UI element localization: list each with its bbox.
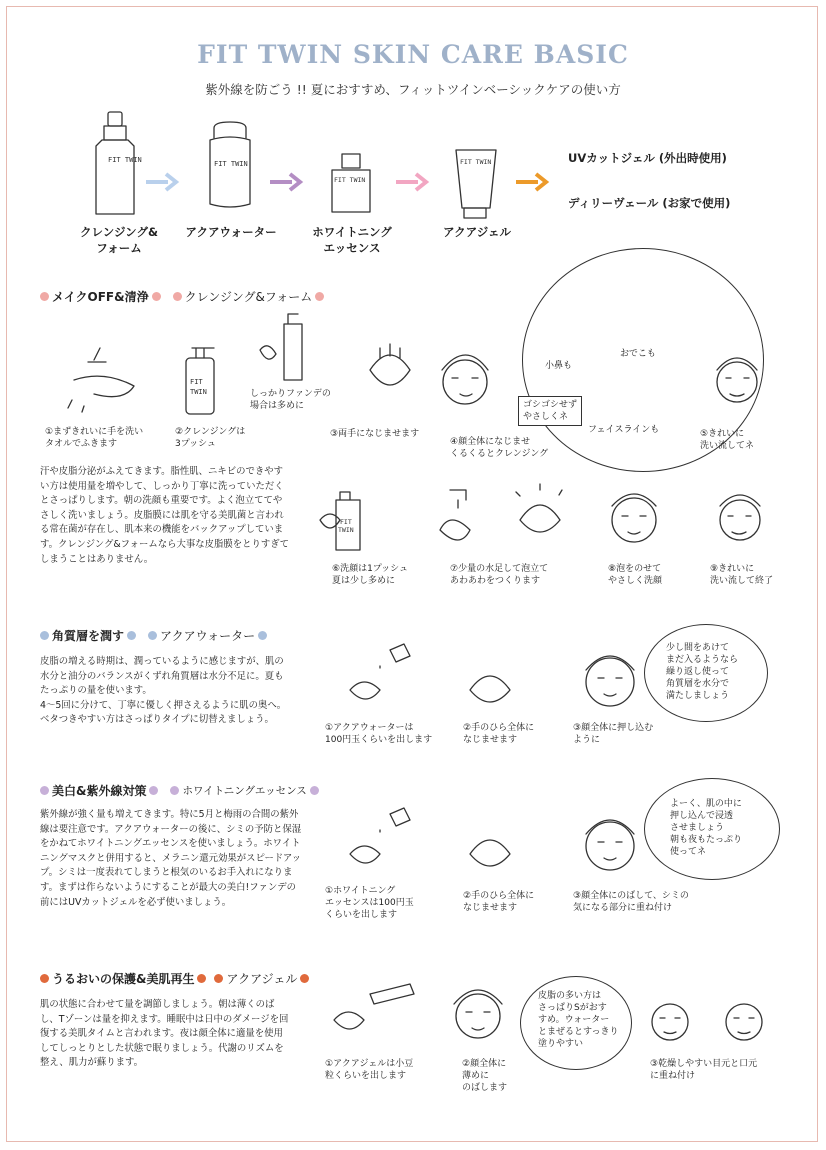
spread-face-icon xyxy=(454,990,502,1038)
whitening-body-text: 紫外線が強く量も増えてきます。特に5月と梅雨の合間の紫外線は要注意です。アクアウォーターの後に、シミの予防と保湿をかねてホワイトニングエッセンスを使いましょう。ホワイトニングマスクと併用すると、メラニン還元効果がスピードアップ。シミは一度表れてしまうと根気のいるお手入れになります。まずは作らないようにすることが最大の美白!ファンデの前にはUVカットジェルを必ず使いましょう。 xyxy=(40,809,302,908)
svg-text:FIT: FIT xyxy=(190,378,203,386)
orange-dot-icon xyxy=(300,974,309,983)
blue-dot-icon xyxy=(148,631,157,640)
section-header-aqua-water: 角質層を潤す アクアウォーター xyxy=(40,627,267,644)
blue-dot-icon xyxy=(40,631,49,640)
aqua-gel-step-2: ②顔全体に 薄めに のばします xyxy=(462,1059,508,1093)
cleansing-note-top: しっかりファンデの 場合は多めに xyxy=(250,389,331,411)
uv-cut-gel-label: UVカットジェル (外出時使用) xyxy=(568,151,727,165)
svg-text:TWIN: TWIN xyxy=(338,526,354,534)
aqua-water-bubble-text: 少し間をあけて まだ入るようなら 繰り返し使って 角質層を水分で 満たしましょう xyxy=(666,643,739,701)
cloud-kobana-text: 小鼻も xyxy=(545,361,573,371)
press-face-icon xyxy=(586,656,634,706)
orange-dot-icon xyxy=(40,974,49,983)
cloud-odeko-text: おでこも xyxy=(620,349,656,359)
aqua-gel-body-text: 肌の状態に合わせて量を調節しましょう。朝は薄くのばし、Tゾーンは量を抑えます。睡眠中は日中のダメージを回復する美肌タイムと言われます。夜は顔全体に適量を使用してしっとりとした状態で眠りましょう。代謝のリズムを整え、肌力が蘇ります。 xyxy=(40,999,289,1069)
product-label-whitening: ホワイトニング エッセンス xyxy=(312,225,392,255)
svg-text:FIT TWIN: FIT TWIN xyxy=(214,160,248,168)
cleansing-step-6: ⑥洗顔は1プッシュ 夏は少し多めに xyxy=(332,564,408,586)
whitening-step-3: ③顔全体にのばして、シミの 気になる部分に重ね付け xyxy=(573,891,689,913)
cleansing-bottle-text: FIT TWIN xyxy=(108,156,142,164)
cleansing-steps-illustration-row1 xyxy=(40,300,810,430)
face-rinse-icon xyxy=(717,358,757,402)
press-face-icon xyxy=(586,820,634,870)
product-label-cleansing: クレンジング& フォーム xyxy=(80,225,158,255)
hand-washing-icon xyxy=(68,348,134,412)
cleansing-step-4: ④顔全体になじませ くるくるとクレンジング xyxy=(450,437,549,459)
aqua-water-step-1: ①アクアウォーターは 100円玉くらいを出します xyxy=(325,723,433,745)
blue-dot-icon xyxy=(258,631,267,640)
section-title: メイクOFF&清浄 xyxy=(52,290,149,304)
page-title: FIT TWIN SKIN CARE BASIC xyxy=(197,40,629,69)
purple-dot-icon xyxy=(170,786,179,795)
whitening-step-2: ②手のひら全体に なじませます xyxy=(463,891,535,913)
foaming-hands-icon xyxy=(516,484,562,532)
svg-text:FIT TWIN: FIT TWIN xyxy=(460,158,492,166)
page-subtitle: 紫外線を防ごう !! 夏におすすめ、フィットツインベーシックケアの使い方 xyxy=(205,82,621,97)
svg-text:TWIN: TWIN xyxy=(190,388,207,396)
aqua-water-body-text: 皮脂の増える時期は、潤っているように感じますが、肌の水分と油分のバランスがくずれ角質層は水分不足に。夏もたっぷりの量を使います。 4〜5回に分けて、丁寧に優しく押さえるように肌の奥へ。ベタつきやすい方はさっぱりタイプに切替えましょう。 xyxy=(40,656,287,726)
cleansing-step-7: ⑦少量の水足して泡立て あわあわをつくります xyxy=(450,564,549,586)
product-row-illustration xyxy=(80,100,560,225)
cleansing-step-9: ⑨きれいに 洗い流して終了 xyxy=(710,564,774,586)
rubbing-hands-icon xyxy=(370,344,410,385)
rinse-face-icon xyxy=(720,495,760,540)
cleansing-step-5: ⑤きれいに 洗い流してネ xyxy=(700,429,755,451)
cleansing-bottle-icon xyxy=(96,112,142,214)
blue-dot-icon xyxy=(127,631,136,640)
cleansing-step-8: ⑧泡をのせて やさしく洗顔 xyxy=(608,564,663,586)
aqua-gel-tube-icon xyxy=(456,150,496,218)
face-cleansing-icon xyxy=(442,355,488,404)
whitening-step-1: ①ホワイトニング エッセンスは100円玉 くらいを出します xyxy=(325,886,414,920)
gel-tube-hand-icon xyxy=(334,984,414,1029)
daily-veil-label: ディリーヴェール (お家で使用) xyxy=(568,196,731,210)
cleansing-body-text: 汗や皮脂分泌がふえてきます。脂性肌、ニキビのできやすい方は使用量を増やして、しっかり丁寧に洗っていただくとさっぱりします。朝の洗顔も重要です。よく泡立ててやさしく洗いましょう。皮脂膜には肌を守る美肌菌と言われる常在菌が存在し、肌本来の機能をバックアップしています。クレンジング&フォームなら大事な皮脂膜をとりすぎてしまうことはありません。 xyxy=(40,466,289,565)
purple-dot-icon xyxy=(310,786,319,795)
svg-text:FIT TWIN: FIT TWIN xyxy=(334,176,366,184)
whitening-essence-bottle-icon xyxy=(332,154,370,212)
aqua-water-step-3: ③顔全体に押し込む ように xyxy=(573,723,654,745)
aqua-water-steps-illustration xyxy=(320,630,640,720)
pour-bottle-hand-icon xyxy=(350,808,410,863)
eye-mouth-face-icon-1 xyxy=(652,1004,688,1040)
cloud-gently-box: ゴシゴシせず やさしくネ xyxy=(518,396,582,426)
cleansing-step-3: ③両手になじませます xyxy=(330,429,420,439)
aqua-gel-step-3: ③乾燥しやすい目元と口元 に重ね付け xyxy=(650,1059,758,1081)
purple-dot-icon xyxy=(40,786,49,795)
purple-dot-icon xyxy=(149,786,158,795)
aqua-gel-bubble-text: 皮脂の多い方は さっぱりSがおす すめ。ウォーター とまぜるとすっきり 塗りやすい xyxy=(538,991,619,1049)
orange-dot-icon xyxy=(197,974,206,983)
cleansing-step-1: ①まずきれいに手を洗い タオルでふきます xyxy=(45,427,144,449)
palm-hands-icon xyxy=(470,676,510,702)
faucet-foam-icon xyxy=(440,490,470,540)
whitening-bubble-text: よーく、肌の中に 押し込んで浸透 させましょう 朝も夜もたっぷり 使ってネ xyxy=(670,799,743,857)
product-label-aqua-water: アクアウォーター xyxy=(185,225,277,239)
aqua-water-step-2: ②手のひら全体に なじませます xyxy=(463,723,535,745)
aqua-water-bottle-icon xyxy=(210,122,250,207)
gentle-wash-face-icon xyxy=(612,494,656,542)
hands-bottle-icon xyxy=(260,314,302,380)
eye-mouth-face-icon-2 xyxy=(726,1004,762,1040)
cleansing-step-2: ②クレンジングは 3プッシュ xyxy=(175,427,246,449)
cloud-face-line-text: フェイスラインも xyxy=(588,425,660,435)
svg-text:FIT: FIT xyxy=(340,518,352,526)
pump-bottle-hand-icon xyxy=(320,492,360,550)
orange-dot-icon xyxy=(214,974,223,983)
cleansing-steps-illustration-row2 xyxy=(300,470,780,560)
pump-bottle-icon xyxy=(186,348,214,414)
whitening-steps-illustration xyxy=(320,790,640,885)
palm-hands-icon xyxy=(470,840,510,866)
section-header-whitening: 美白&紫外線対策 ホワイトニングエッセンス xyxy=(40,782,319,799)
pour-bottle-hand-icon xyxy=(350,644,410,699)
section-product: クレンジング&フォーム xyxy=(184,290,313,304)
section-header-aqua-gel: うるおいの保護&美肌再生 アクアジェル xyxy=(40,970,309,987)
aqua-gel-step-1: ①アクアジェルは小豆 粒くらいを出します xyxy=(325,1059,414,1081)
product-label-aqua-gel: アクアジェル xyxy=(443,225,511,239)
